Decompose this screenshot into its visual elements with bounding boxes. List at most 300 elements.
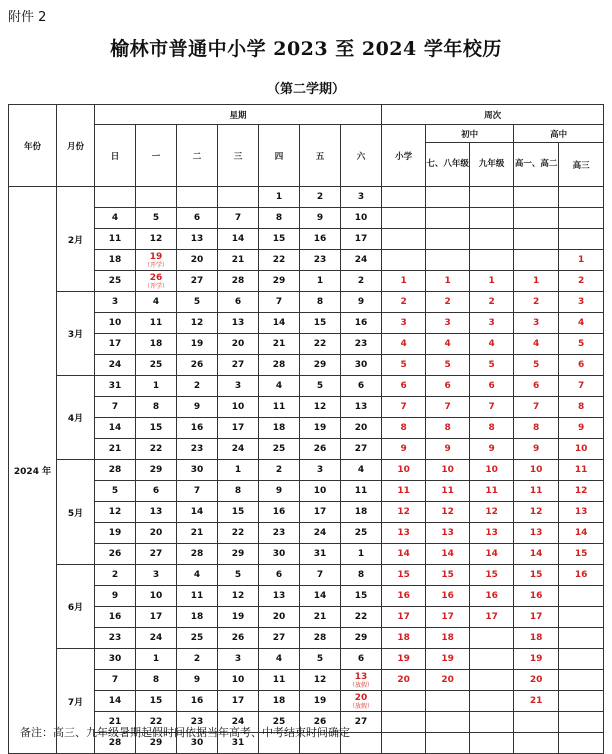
day-cell — [300, 229, 341, 250]
week-number-cell: 17 — [514, 607, 559, 628]
week-number-cell: 12 — [382, 502, 426, 523]
week-number-cell — [426, 691, 470, 712]
year-header: 年份 — [9, 105, 57, 187]
week-number-cell: 16 — [514, 586, 559, 607]
day-cell — [218, 292, 259, 313]
day-cell — [177, 418, 218, 439]
grade-7-8-header: 七、八年级 — [426, 143, 470, 187]
day-cell — [341, 460, 382, 481]
day-cell — [136, 649, 177, 670]
week-number-cell — [382, 733, 426, 754]
week-number-cell: 19 — [426, 649, 470, 670]
day-number: 12 — [231, 591, 245, 601]
day-cell — [177, 355, 218, 376]
week-number-cell — [470, 628, 514, 649]
day-number: 18 — [190, 612, 204, 622]
week-number-cell — [559, 649, 604, 670]
day-cell — [218, 586, 259, 607]
week-number-cell: 16 — [426, 586, 470, 607]
day-number: 28 — [272, 360, 286, 370]
week-number-cell — [470, 229, 514, 250]
day-cell — [341, 313, 382, 334]
week-number-cell — [470, 649, 514, 670]
day-cell — [177, 250, 218, 271]
day-cell — [177, 271, 218, 292]
day-cell — [259, 271, 300, 292]
day-number: 17 — [313, 507, 327, 517]
day-cell — [177, 628, 218, 649]
week-number-cell: 16 — [382, 586, 426, 607]
weekday-header: 三 — [218, 125, 259, 187]
day-cell — [177, 439, 218, 460]
day-number: 27 — [190, 276, 204, 286]
day-number: 28 — [108, 465, 122, 475]
day-cell — [177, 397, 218, 418]
day-cell — [95, 292, 136, 313]
week-number-cell: 6 — [470, 376, 514, 397]
week-number-cell: 17 — [426, 607, 470, 628]
day-cell — [95, 334, 136, 355]
week-number-cell — [514, 733, 559, 754]
day-number: 8 — [357, 570, 365, 580]
day-number: 6 — [357, 654, 365, 664]
week-number-cell: 5 — [514, 355, 559, 376]
week-number-cell: 8 — [382, 418, 426, 439]
day-cell — [95, 376, 136, 397]
day-cell — [341, 523, 382, 544]
day-cell — [177, 460, 218, 481]
day-number: 22 — [313, 339, 327, 349]
day-number: 25 — [108, 276, 122, 286]
day-cell — [95, 649, 136, 670]
day-number: 10 — [231, 402, 245, 412]
day-number: 15 — [354, 591, 368, 601]
week-number-cell: 1 — [382, 271, 426, 292]
day-cell — [177, 691, 218, 712]
day-cell — [341, 481, 382, 502]
day-cell — [259, 229, 300, 250]
day-number: 21 — [190, 528, 204, 538]
week-number-cell: 20 — [426, 670, 470, 691]
day-number: 16 — [190, 696, 204, 706]
day-number: 27 — [354, 444, 368, 454]
day-cell — [95, 502, 136, 523]
day-cell — [218, 481, 259, 502]
day-cell — [136, 250, 177, 271]
day-number: 15 — [313, 318, 327, 328]
day-cell — [341, 628, 382, 649]
day-cell — [136, 523, 177, 544]
day-cell — [341, 565, 382, 586]
calendar-week-row — [9, 376, 604, 397]
day-number: 19 — [231, 612, 245, 622]
day-cell — [136, 565, 177, 586]
day-number: 13 — [231, 318, 245, 328]
day-cell — [218, 418, 259, 439]
week-number-cell: 13 — [426, 523, 470, 544]
day-cell — [177, 481, 218, 502]
day-number: 8 — [234, 486, 242, 496]
week-number-cell: 16 — [559, 565, 604, 586]
day-cell — [218, 334, 259, 355]
day-number: 18 — [272, 696, 286, 706]
day-number: 9 — [275, 486, 283, 496]
week-number-cell — [470, 670, 514, 691]
day-cell — [136, 439, 177, 460]
day-number: 22 — [354, 612, 368, 622]
week-number-cell: 1 — [426, 271, 470, 292]
week-number-cell — [514, 187, 559, 208]
day-cell — [95, 187, 136, 208]
calendar-week-row — [9, 334, 604, 355]
day-number: 13 — [272, 591, 286, 601]
day-number: 1 — [316, 276, 324, 286]
calendar-week-row — [9, 544, 604, 565]
day-number: 1 — [234, 465, 242, 475]
day-cell — [218, 565, 259, 586]
day-number: 24 — [108, 360, 122, 370]
day-number: 10 — [231, 675, 245, 685]
day-number: 2 — [193, 654, 201, 664]
calendar-week-row — [9, 271, 604, 292]
day-cell — [300, 607, 341, 628]
day-number: 25 — [190, 633, 204, 643]
day-cell — [259, 418, 300, 439]
day-cell — [341, 544, 382, 565]
calendar-week-row — [9, 397, 604, 418]
day-number: 19 — [313, 696, 327, 706]
page-subtitle: （第二学期） — [266, 82, 345, 97]
month-cell: 2月 — [57, 187, 95, 292]
week-number-cell: 13 — [470, 523, 514, 544]
week-number-cell: 3 — [426, 313, 470, 334]
day-cell — [341, 355, 382, 376]
senior-high-header: 高中 — [514, 125, 604, 143]
day-cell — [136, 586, 177, 607]
day-number: 24 — [313, 528, 327, 538]
day-cell — [95, 271, 136, 292]
day-number: 6 — [357, 381, 365, 391]
day-cell — [259, 439, 300, 460]
week-number-cell — [382, 712, 426, 733]
calendar-week-row — [9, 481, 604, 502]
day-number: 3 — [234, 654, 242, 664]
day-cell — [341, 292, 382, 313]
day-cell — [341, 397, 382, 418]
day-number: 28 — [313, 633, 327, 643]
day-cell — [177, 649, 218, 670]
day-cell — [95, 586, 136, 607]
day-number: 11 — [272, 675, 286, 685]
day-cell — [218, 670, 259, 691]
week-number-cell: 4 — [514, 334, 559, 355]
day-number: 29 — [231, 549, 245, 559]
day-number: 5 — [111, 486, 119, 496]
day-number: 3 — [316, 465, 324, 475]
day-cell — [300, 523, 341, 544]
day-number: 6 — [193, 213, 201, 223]
day-cell — [95, 439, 136, 460]
day-number: 27 — [231, 360, 245, 370]
day-number: 21 — [231, 255, 245, 265]
calendar-week-row — [9, 691, 604, 712]
week-number-cell — [382, 187, 426, 208]
week-number-cell: 11 — [514, 481, 559, 502]
day-number: 1 — [152, 381, 160, 391]
week-number-cell — [559, 208, 604, 229]
day-cell — [218, 355, 259, 376]
week-number-group-header: 周次 — [382, 105, 604, 125]
day-cell — [341, 607, 382, 628]
day-cell — [259, 187, 300, 208]
week-number-cell: 7 — [426, 397, 470, 418]
week-number-cell: 12 — [426, 502, 470, 523]
week-number-cell: 11 — [426, 481, 470, 502]
day-number: 24 — [231, 717, 245, 727]
weekday-header: 六 — [341, 125, 382, 187]
day-cell — [259, 628, 300, 649]
day-number: 10 — [313, 486, 327, 496]
day-number: 20 — [354, 423, 368, 433]
day-cell — [259, 691, 300, 712]
day-cell — [136, 628, 177, 649]
day-number: 16 — [190, 423, 204, 433]
day-number: 9 — [193, 675, 201, 685]
day-number: 7 — [111, 402, 119, 412]
day-number: 31 — [108, 381, 122, 391]
week-number-cell: 9 — [382, 439, 426, 460]
day-cell — [259, 670, 300, 691]
day-cell — [95, 460, 136, 481]
day-number: 22 — [149, 444, 163, 454]
day-number: 5 — [152, 213, 160, 223]
week-number-cell: 2 — [559, 271, 604, 292]
day-cell — [259, 502, 300, 523]
day-number: 14 — [272, 318, 286, 328]
day-cell — [259, 208, 300, 229]
day-number: 7 — [111, 675, 119, 685]
day-cell — [341, 334, 382, 355]
week-number-cell: 4 — [559, 313, 604, 334]
day-cell — [300, 460, 341, 481]
day-cell — [300, 670, 341, 691]
week-number-cell: 7 — [514, 397, 559, 418]
week-number-cell: 8 — [426, 418, 470, 439]
week-number-cell: 7 — [470, 397, 514, 418]
day-cell — [218, 313, 259, 334]
calendar-body — [9, 187, 604, 754]
attachment-label: 附件 2 — [8, 10, 47, 25]
day-cell — [218, 208, 259, 229]
week-number-cell — [559, 607, 604, 628]
day-number: 12 — [313, 402, 327, 412]
day-number: 23 — [190, 717, 204, 727]
day-cell — [300, 334, 341, 355]
week-number-cell — [470, 187, 514, 208]
day-cell — [218, 544, 259, 565]
day-cell — [95, 313, 136, 334]
week-number-cell: 11 — [470, 481, 514, 502]
day-number: 13 — [354, 671, 368, 682]
day-number: 14 — [108, 696, 122, 706]
day-number: 29 — [149, 465, 163, 475]
day-cell — [218, 250, 259, 271]
day-cell — [259, 355, 300, 376]
day-cell — [218, 628, 259, 649]
day-cell — [95, 481, 136, 502]
day-cell — [177, 292, 218, 313]
week-number-cell — [514, 229, 559, 250]
day-cell — [300, 544, 341, 565]
day-number: 2 — [275, 465, 283, 475]
day-cell — [136, 376, 177, 397]
day-number: 29 — [354, 633, 368, 643]
week-number-cell — [382, 229, 426, 250]
day-number: 8 — [152, 402, 160, 412]
day-cell — [300, 271, 341, 292]
week-number-cell — [559, 586, 604, 607]
day-cell — [177, 607, 218, 628]
weekday-header: 五 — [300, 125, 341, 187]
day-number: 30 — [272, 549, 286, 559]
day-cell — [136, 502, 177, 523]
day-number: 18 — [149, 339, 163, 349]
week-number-cell: 18 — [426, 628, 470, 649]
week-number-cell: 2 — [514, 292, 559, 313]
day-cell — [177, 229, 218, 250]
week-number-cell: 14 — [382, 544, 426, 565]
day-number: 24 — [354, 255, 368, 265]
calendar-week-row — [9, 502, 604, 523]
day-cell — [300, 208, 341, 229]
day-cell — [218, 271, 259, 292]
day-cell — [300, 187, 341, 208]
day-number: 30 — [190, 738, 204, 748]
day-number: 20 — [354, 692, 368, 703]
week-number-cell: 11 — [382, 481, 426, 502]
day-number: 31 — [313, 549, 327, 559]
week-number-cell: 4 — [382, 334, 426, 355]
calendar-week-row — [9, 355, 604, 376]
day-number: 11 — [108, 234, 122, 244]
calendar-week-row — [9, 313, 604, 334]
day-cell — [259, 565, 300, 586]
week-number-cell — [426, 187, 470, 208]
day-number: 13 — [354, 402, 368, 412]
day-number: 26 — [108, 549, 122, 559]
day-cell — [95, 565, 136, 586]
month-cell: 6月 — [57, 565, 95, 649]
month-header: 月份 — [57, 105, 95, 187]
calendar-week-row — [9, 607, 604, 628]
day-cell — [136, 355, 177, 376]
day-number: 2 — [357, 276, 365, 286]
weekday-group-header: 星期 — [95, 105, 382, 125]
day-number: 11 — [272, 402, 286, 412]
weekday-header: 一 — [136, 125, 177, 187]
day-cell — [259, 586, 300, 607]
week-number-cell: 17 — [470, 607, 514, 628]
month-cell: 5月 — [57, 460, 95, 565]
week-number-cell: 18 — [382, 628, 426, 649]
day-number: 8 — [275, 213, 283, 223]
day-cell — [136, 481, 177, 502]
day-cell — [136, 670, 177, 691]
day-number: 25 — [354, 528, 368, 538]
day-number: 3 — [357, 192, 365, 202]
day-cell — [95, 229, 136, 250]
day-cell — [300, 292, 341, 313]
day-cell — [300, 250, 341, 271]
weekday-header: 日 — [95, 125, 136, 187]
week-number-cell: 8 — [559, 397, 604, 418]
day-number: 22 — [272, 255, 286, 265]
day-note: （开学） — [143, 261, 168, 269]
day-cell — [259, 292, 300, 313]
day-cell — [218, 187, 259, 208]
day-number: 1 — [357, 549, 365, 559]
day-cell — [95, 418, 136, 439]
week-number-cell: 13 — [382, 523, 426, 544]
day-cell — [259, 544, 300, 565]
day-number: 4 — [111, 213, 119, 223]
day-number: 3 — [111, 297, 119, 307]
day-number: 11 — [354, 486, 368, 496]
day-number: 9 — [357, 297, 365, 307]
week-number-cell: 12 — [470, 502, 514, 523]
week-number-cell — [382, 250, 426, 271]
day-cell — [218, 523, 259, 544]
week-number-cell — [382, 208, 426, 229]
calendar-week-row — [9, 670, 604, 691]
day-cell — [218, 439, 259, 460]
day-number: 19 — [190, 339, 204, 349]
day-note: （开学） — [143, 282, 168, 290]
day-number: 17 — [354, 234, 368, 244]
day-cell — [341, 208, 382, 229]
day-number: 23 — [354, 339, 368, 349]
day-cell — [218, 691, 259, 712]
week-number-cell — [559, 670, 604, 691]
week-number-cell: 14 — [470, 544, 514, 565]
calendar-week-row — [9, 649, 604, 670]
month-cell: 4月 — [57, 376, 95, 460]
day-cell — [259, 607, 300, 628]
week-number-cell — [470, 712, 514, 733]
day-number: 7 — [275, 297, 283, 307]
day-number: 30 — [108, 654, 122, 664]
day-note: （放假） — [349, 681, 374, 689]
week-number-cell: 6 — [514, 376, 559, 397]
day-cell — [177, 502, 218, 523]
calendar-week-row — [9, 628, 604, 649]
day-cell — [259, 313, 300, 334]
day-cell — [136, 397, 177, 418]
school-calendar-table — [8, 104, 604, 754]
calendar-week-row — [9, 565, 604, 586]
day-cell — [300, 439, 341, 460]
day-number: 2 — [193, 381, 201, 391]
week-number-cell: 6 — [559, 355, 604, 376]
day-note: （放假） — [349, 702, 374, 710]
day-number: 20 — [272, 612, 286, 622]
day-number: 31 — [231, 738, 245, 748]
day-number: 26 — [190, 360, 204, 370]
day-number: 19 — [313, 423, 327, 433]
week-number-cell — [470, 208, 514, 229]
day-cell — [95, 544, 136, 565]
calendar-week-row — [9, 292, 604, 313]
